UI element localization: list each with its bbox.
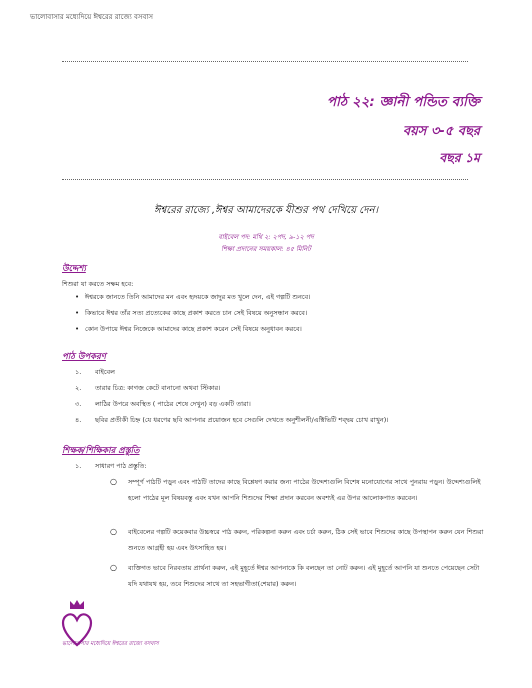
objectives-intro: শিশুরা যা করতে সক্ষম হবে: [62, 280, 134, 288]
lesson-theme: ঈশ্বরের রাজ্যে ,ঈশ্বর আমাদেরকে যীশুর পথ দেখিয়ে দেন। [153, 205, 379, 216]
circle-bullet-icon: ○ [110, 563, 117, 572]
age-range: বয়স ৩-৫ বছর [402, 124, 480, 139]
year-label: বছর ১ম [439, 150, 480, 165]
circle-bullet-icon: ○ [110, 477, 117, 486]
list-item: • কোন উপায়ে ঈশ্বর নিজেকে আমাদের কাছে প্রকাশ করেন সেই বিষয়ে অনুধাবন করবে। [75, 325, 302, 333]
list-item: ৩. লাঠির উপরে অবস্থিত ( পাঠের শেষে দেখুন) বড় একটি তারা। [75, 400, 251, 408]
sub-list-item: ○ সম্পূর্ণ পাঠটি পড়ুন এবং পাঠটি তাদের কাছে বিশ্লেষণ করার জন্য পাঠের উদ্দেশ্যগুলি বিশেষ মনোযোগের সাথে পুনরায় পড়ুন। উদ্দেশ্যগুলিই হলো পাঠের মূল বিষয়বস্তু এবং যখন আপনি শিশুদের শিক্ষা প্রদান করবেন অবশ্যই এর উপর আলোকপাত করবেন। [110, 474, 485, 506]
list-item: • ঈশ্বরকে জানতে তিনি আমাদের মন এবং হৃদয়কে জাদুর মত খুলে দেন, এই গল্পটি শুনবে। [75, 293, 311, 301]
sub-list-item: ○ ব্যক্তিগত ভাবে নিরবতায় প্রার্থনা করুন, এই মুহূর্তে ঈশ্বর আপনাকে কি বলছেন তা নোট করুন। এই মুহূর্তে আপনি যা শুনতে পেয়েছেন সেটা যদি যথাযথ হয়, তবে শিশুদের সাথে তা সহভাগীতা(শেয়ার) করুন। [110, 560, 485, 592]
bullet-icon: • [75, 325, 80, 333]
section-heading-objectives: উদ্দেশ্য [62, 264, 86, 274]
list-item: ৪. ছবির প্রতীকী চিহ্ন (যে ধরণের ছবি আপনার প্রয়োজন হবে সেগুলি দেখতে অনুশীলনী/এক্টিভিটি শব্দ্বয় চোখ রাখুন)। [75, 416, 389, 424]
divider [62, 179, 468, 180]
bullet-icon: • [75, 309, 80, 317]
section-heading-materials: পাঠ উপকরণ [62, 352, 106, 362]
page-header: ভালোবাসার মধ্যেদিয়ে ঈশ্বরের রাজ্যে বসবাস [30, 13, 154, 21]
lesson-duration: শিক্ষা প্রদানের সময়কাল: ৪৫ মিনিট [221, 245, 311, 253]
list-item: ১. বাইবেল [75, 368, 115, 376]
list-item: • কিভাবে ঈশ্বর তাঁর সত্য প্রত্যেকের কাছে প্রকাশ করতে চান সেই বিষয়ে অনুসন্ধান করবে। [75, 309, 308, 317]
lesson-title: পাঠ ২২: জ্ঞানী পন্ডিত ব্যক্তি [326, 94, 480, 110]
bible-reference: বাইবেল পদ: মথি ২: ২পদ, ৯-১২ পদ [218, 233, 314, 241]
bullet-icon: • [75, 293, 80, 301]
divider [62, 61, 468, 62]
circle-bullet-icon: ○ [110, 527, 117, 536]
list-item: ২. তারার চিত্র: কাগজ কেটে বানানো অথবা স্টিকার। [75, 384, 221, 392]
footer-text: ভালোবাসার মধ্যেদিয়ে ঈশ্বরের রাজ্যে বসবাস [62, 641, 159, 647]
section-heading-teacher-prep: শিক্ষক/শিক্ষিকার প্রস্তুতি [62, 446, 140, 456]
list-item: ১. সাধারণ পাঠ প্রস্তুতি: [75, 462, 147, 470]
sub-list-item: ○ বাইবেলের গল্পটি কয়েকবার উচ্চস্বরে পাঠ করুন, পরিকল্পনা করুন এবং চর্চা করুন, ঠিক সেই ভাবে শিশুদের কাছে উপস্থাপন করুন যেন শিশুরা শুনতে আগ্রহী হয় এবং উৎসাহিত হয়। [110, 524, 485, 556]
